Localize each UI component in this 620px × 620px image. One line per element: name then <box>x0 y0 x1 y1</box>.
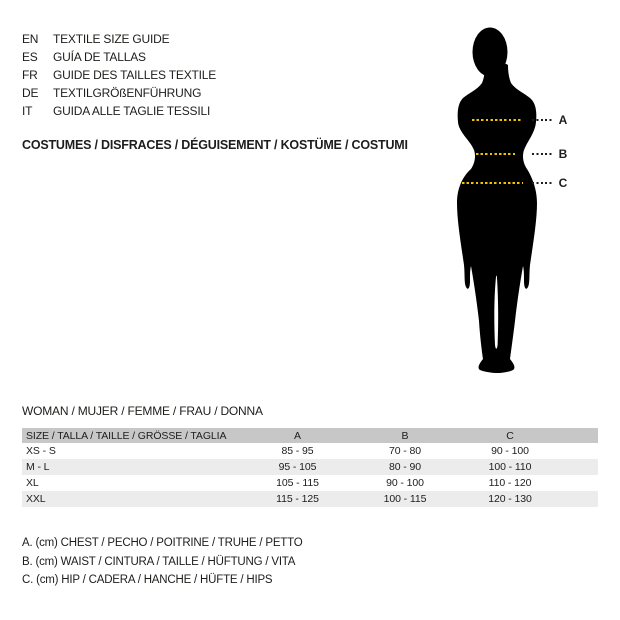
table-header-row <box>22 428 598 443</box>
language-label: GUIDA ALLE TAGLIE TESSILI <box>53 104 211 118</box>
marker-label-hip: C <box>558 176 568 190</box>
table-row <box>22 475 598 491</box>
leader-line-hip <box>532 182 553 184</box>
marker-label-chest: A <box>558 113 568 127</box>
cell-a: 95 - 105 <box>278 461 317 473</box>
language-code: EN <box>22 32 39 46</box>
language-row <box>22 102 216 120</box>
spacer-cell <box>560 491 598 507</box>
language-label: GUIDE DES TAILLES TEXTILE <box>53 68 217 82</box>
table-row <box>22 491 598 507</box>
cell-size: XL <box>26 477 39 489</box>
leader-line-waist <box>532 153 553 155</box>
cell-a: 105 - 115 <box>276 477 319 489</box>
spacer-cell <box>560 459 598 475</box>
language-code: FR <box>22 68 38 82</box>
language-row <box>22 66 216 84</box>
language-row <box>22 48 216 66</box>
cell-b: 70 - 80 <box>389 445 421 457</box>
col-header-a: A <box>294 429 301 442</box>
table-row <box>22 443 598 459</box>
language-code: IT <box>22 104 33 118</box>
col-header-b: B <box>401 429 409 442</box>
language-code: ES <box>22 50 38 64</box>
legend-item-waist: B. (cm) WAIST / CINTURA / TAILLE / HÜFTUNG / VITA <box>22 555 296 568</box>
cell-size: M - L <box>26 461 50 473</box>
measure-line-chest <box>472 119 522 121</box>
marker-label-waist: B <box>558 147 568 161</box>
leader-line-chest <box>532 119 553 121</box>
female-silhouette-graphic <box>435 25 565 375</box>
section-title-woman: WOMAN / MUJER / FEMME / FRAU / DONNA <box>22 404 263 418</box>
language-code: DE <box>22 86 39 100</box>
legend-item-hip: C. (cm) HIP / CADERA / HANCHE / HÜFTE / HIPS <box>22 574 273 587</box>
category-title: COSTUMES / DISFRACES / DÉGUISEMENT / KOSTÜME / COSTUMI <box>22 138 408 152</box>
measure-line-waist <box>476 153 517 155</box>
size-table <box>22 428 598 507</box>
cell-c: 120 - 130 <box>488 493 532 505</box>
cell-b: 90 - 100 <box>386 477 424 489</box>
col-header-c: C <box>506 429 514 442</box>
spacer-cell <box>560 428 598 443</box>
measurement-legend <box>22 534 303 590</box>
language-list <box>22 30 216 120</box>
cell-size: XXL <box>26 493 46 505</box>
cell-size: XS - S <box>26 445 56 457</box>
language-label: TEXTILE SIZE GUIDE <box>53 32 170 46</box>
col-header-size: SIZE / TALLA / TAILLE / GRÖSSE / TAGLIA <box>26 429 227 442</box>
cell-c: 110 - 120 <box>488 477 532 489</box>
cell-c: 100 - 110 <box>488 461 532 473</box>
language-label: TEXTILGRÖßENFÜHRUNG <box>53 86 202 100</box>
language-row <box>22 30 216 48</box>
language-row <box>22 84 216 102</box>
cell-b: 80 - 90 <box>389 461 421 473</box>
legend-item-chest: A. (cm) CHEST / PECHO / POITRINE / TRUHE / PETTO <box>22 537 303 549</box>
figure-female-silhouette <box>435 25 585 380</box>
measure-line-hip <box>462 182 523 184</box>
cell-a: 85 - 95 <box>281 445 314 457</box>
cell-b: 100 - 115 <box>383 493 427 505</box>
cell-c: 90 - 100 <box>491 445 529 457</box>
cell-a: 115 - 125 <box>276 493 319 505</box>
table-row <box>22 459 598 475</box>
spacer-cell <box>560 475 598 491</box>
spacer-cell <box>560 443 598 459</box>
language-label: GUÍA DE TALLAS <box>53 50 146 64</box>
